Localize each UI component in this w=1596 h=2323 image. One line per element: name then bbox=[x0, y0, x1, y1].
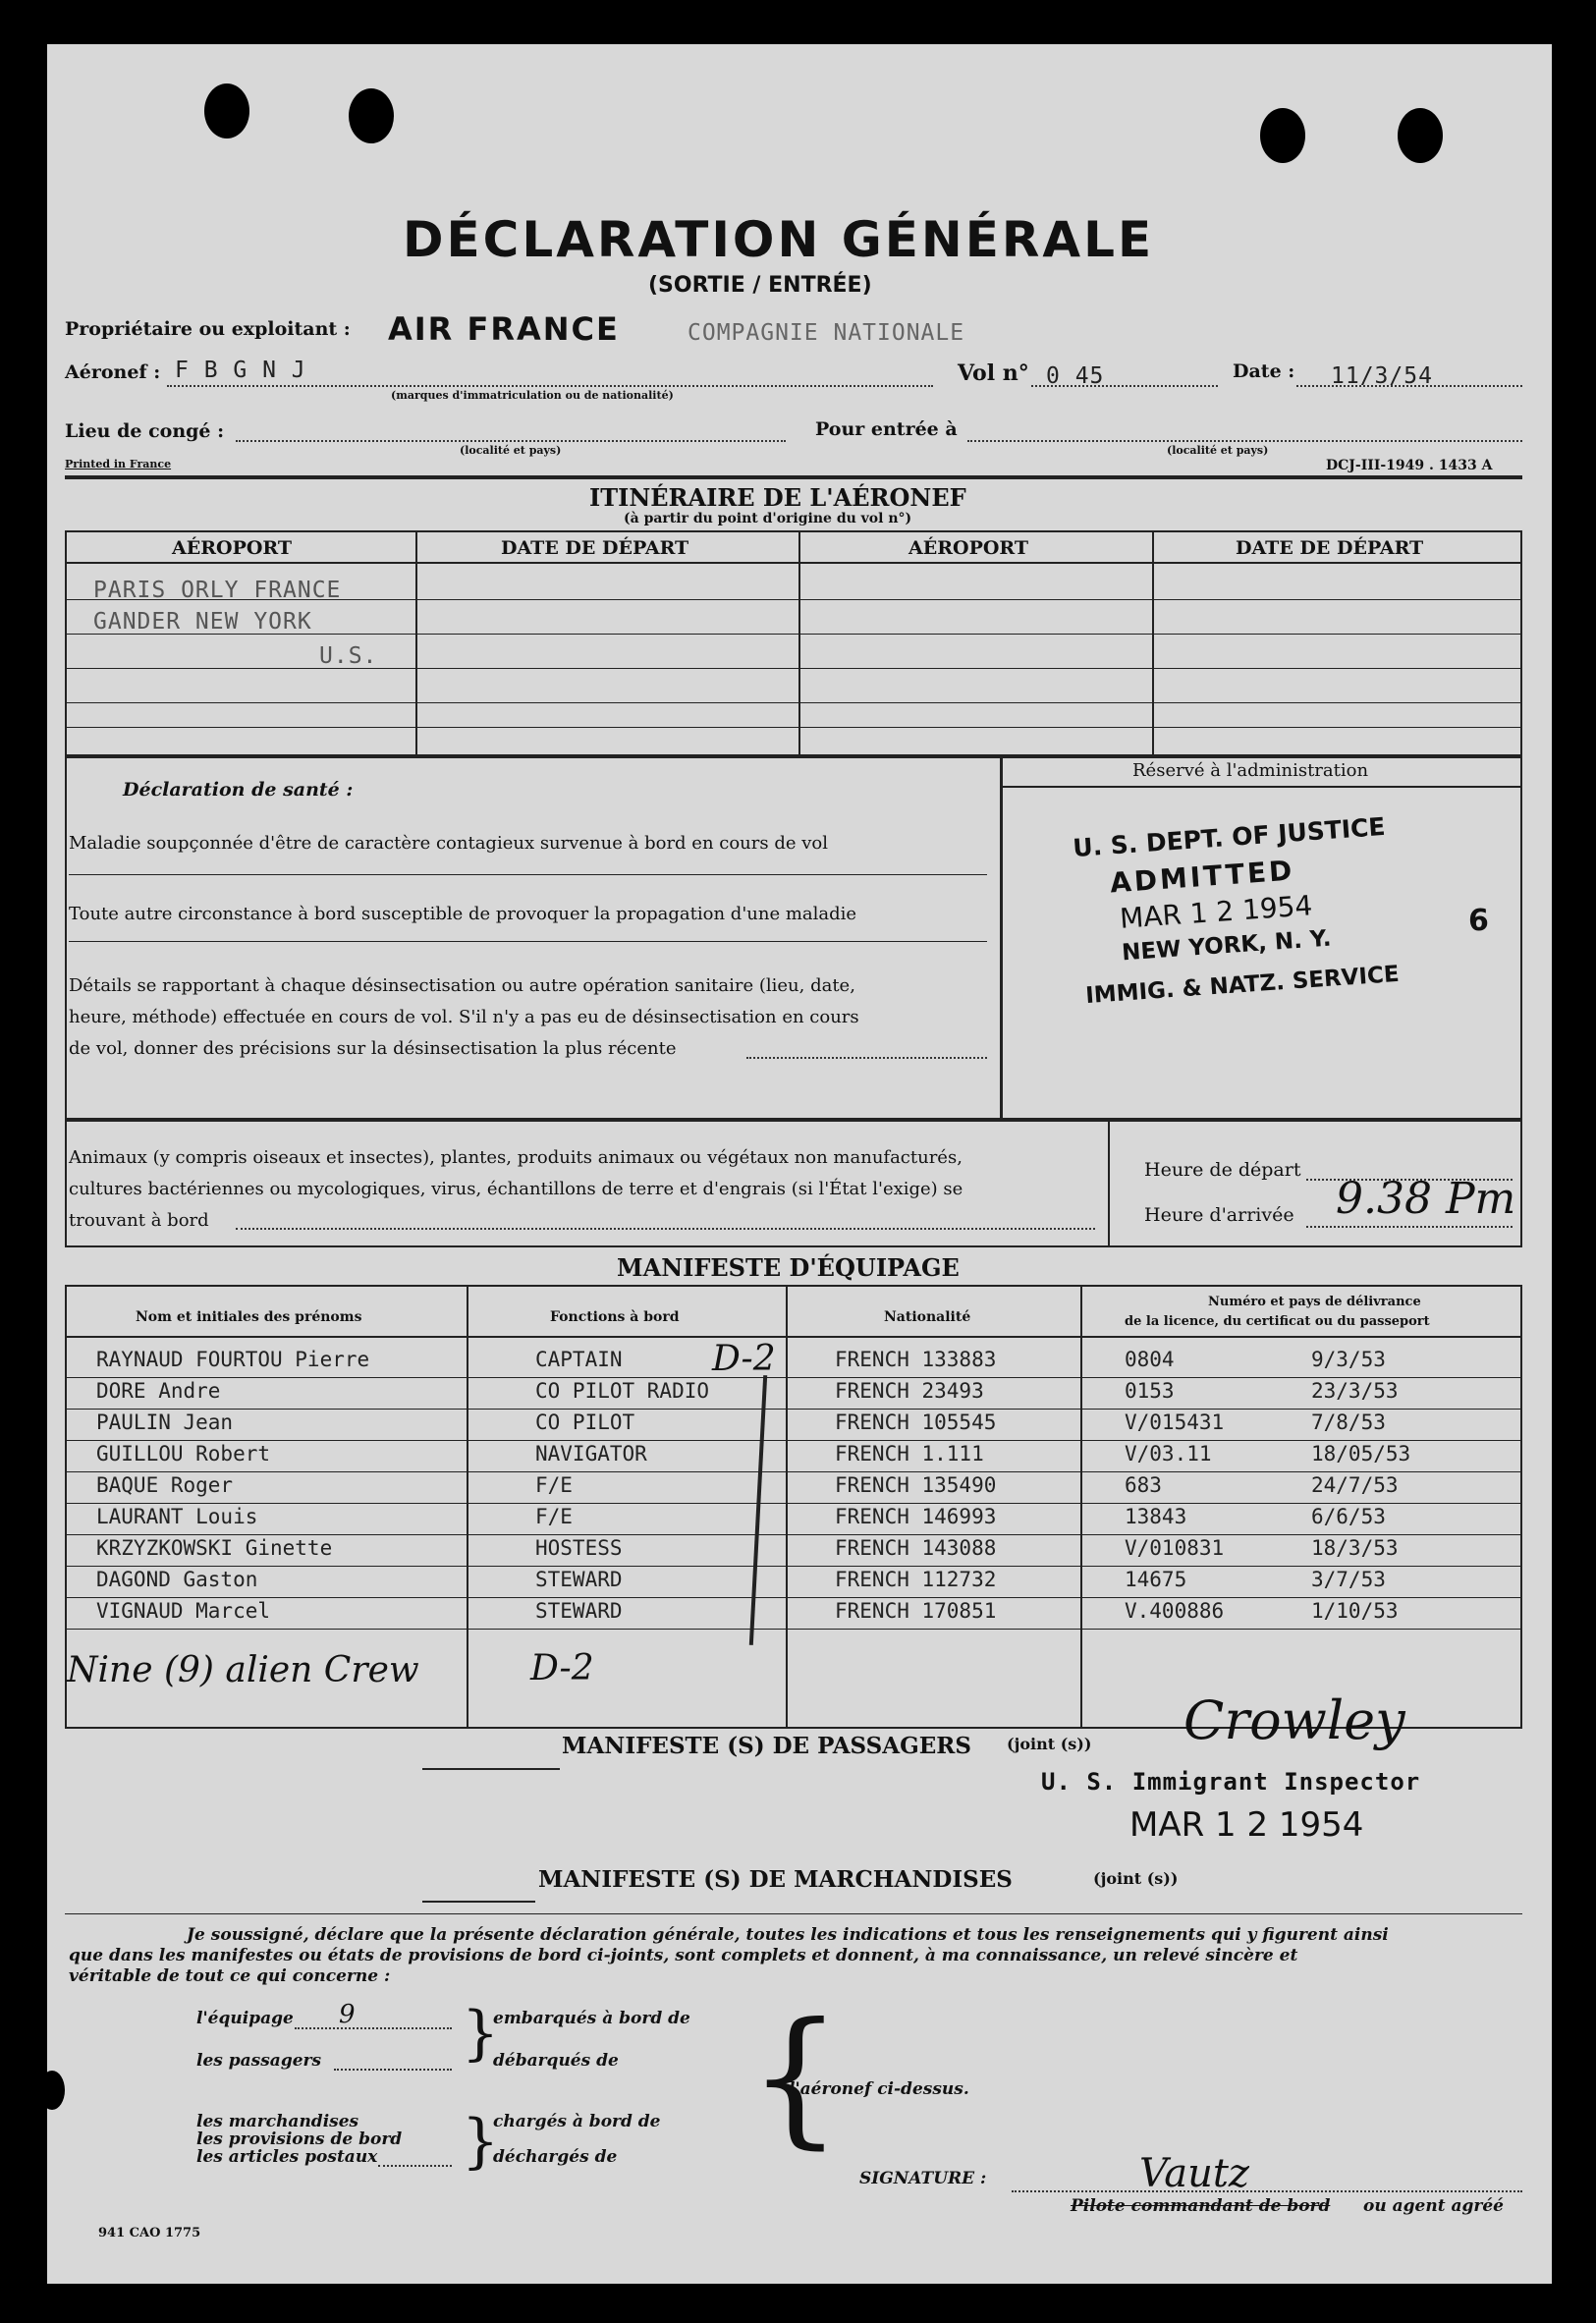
crew-cell-name: RAYNAUD FOURTOU Pierre bbox=[96, 1348, 370, 1371]
crew-handwritten-code: D-2 bbox=[530, 1648, 594, 1688]
rule bbox=[334, 2069, 452, 2071]
departure-time-label: Heure de départ bbox=[1144, 1159, 1301, 1181]
crew-cell-date: 6/6/53 bbox=[1311, 1505, 1386, 1528]
rule bbox=[65, 668, 1522, 669]
page-title: DÉCLARATION GÉNÉRALE bbox=[403, 211, 1155, 268]
crew-header: Fonctions à bord bbox=[550, 1309, 680, 1325]
admin-stamp-line: ADMITTED bbox=[1109, 854, 1296, 900]
itinerary-header-date: DATE DE DÉPART bbox=[1236, 537, 1424, 559]
footer-code: 941 CAO 1775 bbox=[98, 2226, 201, 2240]
crew-cell-name: KRZYZKOWSKI Ginette bbox=[96, 1536, 333, 1560]
decl-goods-label: les marchandises bbox=[196, 2112, 359, 2131]
date-label: Date : bbox=[1233, 360, 1295, 382]
signer-rest: ou agent agréé bbox=[1363, 2196, 1504, 2216]
crew-cell-date: 3/7/53 bbox=[1311, 1568, 1386, 1591]
declaration-text: véritable de tout ce qui concerne : bbox=[69, 1966, 391, 1986]
decl-crew-value: 9 bbox=[339, 2000, 356, 2029]
rule bbox=[378, 2165, 452, 2167]
decl-aircraft: l'aéronef ci-dessus. bbox=[789, 2079, 969, 2099]
crew-cell-nationality: FRENCH 135490 bbox=[835, 1473, 997, 1497]
inspector-signature: Crowley bbox=[1183, 1689, 1405, 1751]
crew-cell-function: CO PILOT bbox=[535, 1410, 635, 1434]
flight-line bbox=[1031, 385, 1218, 387]
rule bbox=[65, 702, 1522, 703]
decl-passengers-label: les passagers bbox=[196, 2051, 322, 2071]
crew-cell-licence: 13843 bbox=[1125, 1505, 1187, 1528]
clearance-line bbox=[236, 440, 786, 442]
crew-cell-nationality: FRENCH 23493 bbox=[835, 1379, 984, 1403]
rule bbox=[1000, 756, 1003, 1120]
rule bbox=[746, 1057, 987, 1059]
crew-header: Nationalité bbox=[884, 1309, 971, 1325]
arrival-time-value: 9.38 Pm bbox=[1336, 1174, 1516, 1224]
clearance-note: (localité et pays) bbox=[460, 444, 562, 457]
aircraft-line bbox=[167, 385, 933, 387]
crew-cell-licence: 14675 bbox=[1125, 1568, 1187, 1591]
crew-cell-date: 24/7/53 bbox=[1311, 1473, 1399, 1497]
crew-cell-date: 7/8/53 bbox=[1311, 1410, 1386, 1434]
rule bbox=[786, 1285, 788, 1729]
crew-cell-function: CAPTAIN bbox=[535, 1348, 623, 1371]
declaration-text: Je soussigné, déclare que la présente déclaration générale, toutes les indications et tous les renseignements qui y figurent ainsi bbox=[187, 1925, 1389, 1945]
cargo-manifest-label: MANIFESTE (S) DE MARCHANDISES bbox=[538, 1866, 1013, 1893]
cargo-joint: (joint (s)) bbox=[1093, 1869, 1179, 1888]
owner-value: AIR FRANCE bbox=[388, 310, 620, 348]
rule bbox=[65, 727, 1522, 728]
crew-cell-name: VIGNAUD Marcel bbox=[96, 1599, 271, 1623]
arrival-time-label: Heure d'arrivée bbox=[1144, 1204, 1294, 1226]
crew-cell-name: DAGOND Gaston bbox=[96, 1568, 258, 1591]
punch-hole bbox=[39, 2071, 65, 2110]
crew-header: Nom et initiales des prénoms bbox=[136, 1309, 362, 1325]
aircraft-label: Aéronef : bbox=[65, 361, 161, 383]
rule bbox=[65, 1913, 1522, 1914]
punch-hole bbox=[204, 83, 249, 138]
inspector-label: U. S. Immigrant Inspector bbox=[1041, 1768, 1421, 1796]
rule bbox=[1108, 1120, 1110, 1247]
printer-note: Printed in France bbox=[65, 458, 172, 470]
health-q1: Maladie soupçonnée d'être de caractère contagieux survenue à bord en cours de vol bbox=[69, 833, 828, 854]
itinerary-header-date: DATE DE DÉPART bbox=[501, 537, 689, 559]
rule bbox=[69, 941, 987, 942]
rule bbox=[65, 475, 1522, 479]
flight-value: 0 45 bbox=[1046, 363, 1105, 389]
crew-cell-licence: 683 bbox=[1125, 1473, 1162, 1497]
admin-stamp-line: NEW YORK, N. Y. bbox=[1121, 925, 1333, 967]
itinerary-header-airport: AÉROPORT bbox=[908, 537, 1028, 559]
rule bbox=[422, 1768, 560, 1770]
itinerary-subtitle: (à partir du point d'origine du vol n°) bbox=[624, 511, 912, 526]
animals-text: trouvant à bord bbox=[69, 1210, 209, 1231]
crew-cell-function: STEWARD bbox=[535, 1599, 623, 1623]
crew-cell-nationality: FRENCH 112732 bbox=[835, 1568, 997, 1591]
crew-handwritten-note: Nine (9) alien Crew bbox=[67, 1650, 419, 1690]
signer-struck: Pilote commandant de bord bbox=[1071, 2196, 1331, 2216]
crew-row-rule bbox=[65, 1534, 1522, 1535]
crew-cell-name: LAURANT Louis bbox=[96, 1505, 258, 1528]
admin-stamp-line: U. S. DEPT. OF JUSTICE bbox=[1072, 811, 1387, 863]
brace: { bbox=[748, 1992, 843, 2163]
itinerary-table bbox=[65, 530, 1522, 756]
decl-provisions-label: les provisions de bord bbox=[196, 2129, 403, 2149]
entry-line bbox=[967, 440, 1522, 442]
decl-crew-label: l'équipage bbox=[196, 2009, 294, 2028]
itinerary-row: GANDER NEW YORK bbox=[93, 609, 312, 635]
crew-cell-licence: V/03.11 bbox=[1125, 1442, 1212, 1466]
crew-cell-function: F/E bbox=[535, 1473, 573, 1497]
itinerary-row: PARIS ORLY FRANCE bbox=[93, 578, 342, 603]
crew-cell-name: DORE Andre bbox=[96, 1379, 221, 1403]
crew-cell-licence: 0153 bbox=[1125, 1379, 1175, 1403]
health-q2: Toute autre circonstance à bord susceptible de provoquer la propagation d'une maladie bbox=[69, 904, 857, 924]
entry-label: Pour entrée à bbox=[815, 418, 958, 440]
decl-loaded: chargés à bord de bbox=[493, 2112, 661, 2131]
rule bbox=[415, 530, 417, 756]
animals-text: Animaux (y compris oiseaux et insectes), plantes, produits animaux ou végétaux non manufacturés, bbox=[69, 1147, 963, 1168]
passenger-joint: (joint (s)) bbox=[1007, 1735, 1092, 1753]
crew-cell-function: F/E bbox=[535, 1505, 573, 1528]
decl-postal-label: les articles postaux bbox=[196, 2147, 378, 2167]
crew-cell-licence: V/010831 bbox=[1125, 1536, 1225, 1560]
admin-mark: 6 bbox=[1468, 904, 1489, 938]
crew-cell-name: PAULIN Jean bbox=[96, 1410, 234, 1434]
rule bbox=[1012, 2190, 1522, 2192]
punch-hole bbox=[349, 88, 394, 143]
brace: } bbox=[462, 2107, 500, 2176]
inspector-date-stamp: MAR 1 2 1954 bbox=[1129, 1805, 1364, 1845]
crew-row-rule bbox=[65, 1629, 1522, 1630]
signature-label: SIGNATURE : bbox=[859, 2169, 987, 2188]
crew-cell-date: 1/10/53 bbox=[1311, 1599, 1399, 1623]
crew-cell-licence: 0804 bbox=[1125, 1348, 1175, 1371]
rule bbox=[798, 530, 800, 756]
rule bbox=[467, 1285, 468, 1729]
rule bbox=[69, 874, 987, 875]
captain-code: D-2 bbox=[712, 1339, 776, 1379]
signature-value: Vautz bbox=[1139, 2151, 1249, 2196]
crew-row-rule bbox=[65, 1503, 1522, 1504]
crew-row-rule bbox=[65, 1471, 1522, 1472]
crew-row-rule bbox=[65, 1409, 1522, 1410]
rule bbox=[236, 1228, 1095, 1230]
crew-cell-nationality: FRENCH 170851 bbox=[835, 1599, 997, 1623]
admin-stamp-line: MAR 1 2 1954 bbox=[1119, 889, 1314, 935]
crew-cell-nationality: FRENCH 146993 bbox=[835, 1505, 997, 1528]
rule bbox=[65, 562, 1522, 564]
crew-cell-date: 18/3/53 bbox=[1311, 1536, 1399, 1560]
itinerary-header-airport: AÉROPORT bbox=[172, 537, 292, 559]
crew-cell-date: 23/3/53 bbox=[1311, 1379, 1399, 1403]
crew-cell-function: CO PILOT RADIO bbox=[535, 1379, 710, 1403]
crew-title: MANIFESTE D'ÉQUIPAGE bbox=[617, 1253, 960, 1282]
form-code: DCJ-III-1949 . 1433 A bbox=[1326, 458, 1493, 473]
rule bbox=[422, 1901, 535, 1903]
admin-title: Réservé à l'administration bbox=[1132, 760, 1369, 781]
crew-cell-licence: V/015431 bbox=[1125, 1410, 1225, 1434]
aircraft-value: F B G N J bbox=[175, 358, 306, 383]
crew-header: de la licence, du certificat ou du passeport bbox=[1125, 1314, 1430, 1329]
crew-cell-name: GUILLOU Robert bbox=[96, 1442, 271, 1466]
rule bbox=[295, 2027, 452, 2029]
health-q3: heure, méthode) effectuée en cours de vol. S'il n'y a pas eu de désinsectisation en cours bbox=[69, 1007, 859, 1027]
crew-cell-nationality: FRENCH 133883 bbox=[835, 1348, 997, 1371]
itinerary-title: ITINÉRAIRE DE L'AÉRONEF bbox=[589, 483, 966, 512]
decl-embarked: embarqués à bord de bbox=[493, 2009, 690, 2028]
health-title: Déclaration de santé : bbox=[123, 779, 354, 801]
page-subtitle: (SORTIE / ENTRÉE) bbox=[648, 273, 872, 298]
crew-row-rule bbox=[65, 1597, 1522, 1598]
rule bbox=[1152, 530, 1154, 756]
animals-text: cultures bactériennes ou mycologiques, virus, échantillons de terre et d'engrais (si l'État l'exige) se bbox=[69, 1179, 963, 1199]
admin-stamp-line: IMMIG. & NATZ. SERVICE bbox=[1084, 961, 1401, 1010]
declaration-text: que dans les manifestes ou états de provisions de bord ci-joints, sont complets et donnent, à ma connaissance, un relevé sincère et bbox=[69, 1946, 1298, 1965]
crew-cell-date: 18/05/53 bbox=[1311, 1442, 1411, 1466]
crew-cell-licence: V.400886 bbox=[1125, 1599, 1225, 1623]
health-q3: Détails se rapportant à chaque désinsectisation ou autre opération sanitaire (lieu, date, bbox=[69, 975, 855, 996]
passenger-manifest-label: MANIFESTE (S) DE PASSAGERS bbox=[562, 1733, 971, 1759]
rule bbox=[1306, 1226, 1513, 1228]
aircraft-note: (marques d'immatriculation ou de nationalité) bbox=[391, 389, 674, 402]
crew-cell-function: HOSTESS bbox=[535, 1536, 623, 1560]
entry-note: (localité et pays) bbox=[1167, 444, 1269, 457]
punch-hole bbox=[1398, 108, 1443, 163]
crew-cell-function: STEWARD bbox=[535, 1568, 623, 1591]
punch-hole bbox=[1260, 108, 1305, 163]
date-value: 11/3/54 bbox=[1331, 363, 1433, 389]
crew-cell-nationality: FRENCH 143088 bbox=[835, 1536, 997, 1560]
rule bbox=[65, 1336, 1522, 1338]
crew-cell-nationality: FRENCH 105545 bbox=[835, 1410, 997, 1434]
itinerary-row: U.S. bbox=[319, 643, 378, 669]
date-line bbox=[1296, 385, 1522, 387]
clearance-label: Lieu de congé : bbox=[65, 420, 225, 442]
crew-cell-function: NAVIGATOR bbox=[535, 1442, 647, 1466]
brace: } bbox=[462, 1999, 500, 2068]
crew-header: Numéro et pays de délivrance bbox=[1208, 1295, 1421, 1309]
owner-label: Propriétaire ou exploitant : bbox=[65, 318, 351, 340]
rule bbox=[1080, 1285, 1082, 1729]
decl-unloaded: déchargés de bbox=[493, 2147, 618, 2167]
flight-label: Vol n° bbox=[958, 360, 1029, 386]
crew-cell-date: 9/3/53 bbox=[1311, 1348, 1386, 1371]
crew-cell-name: BAQUE Roger bbox=[96, 1473, 234, 1497]
crew-row-rule bbox=[65, 1377, 1522, 1378]
crew-row-rule bbox=[65, 1440, 1522, 1441]
owner-typed: COMPAGNIE NATIONALE bbox=[688, 320, 965, 346]
crew-row-rule bbox=[65, 1566, 1522, 1567]
decl-disembarked: débarqués de bbox=[493, 2051, 619, 2071]
health-q3: de vol, donner des précisions sur la désinsectisation la plus récente bbox=[69, 1038, 677, 1059]
crew-cell-nationality: FRENCH 1.111 bbox=[835, 1442, 984, 1466]
rule bbox=[1000, 786, 1522, 788]
